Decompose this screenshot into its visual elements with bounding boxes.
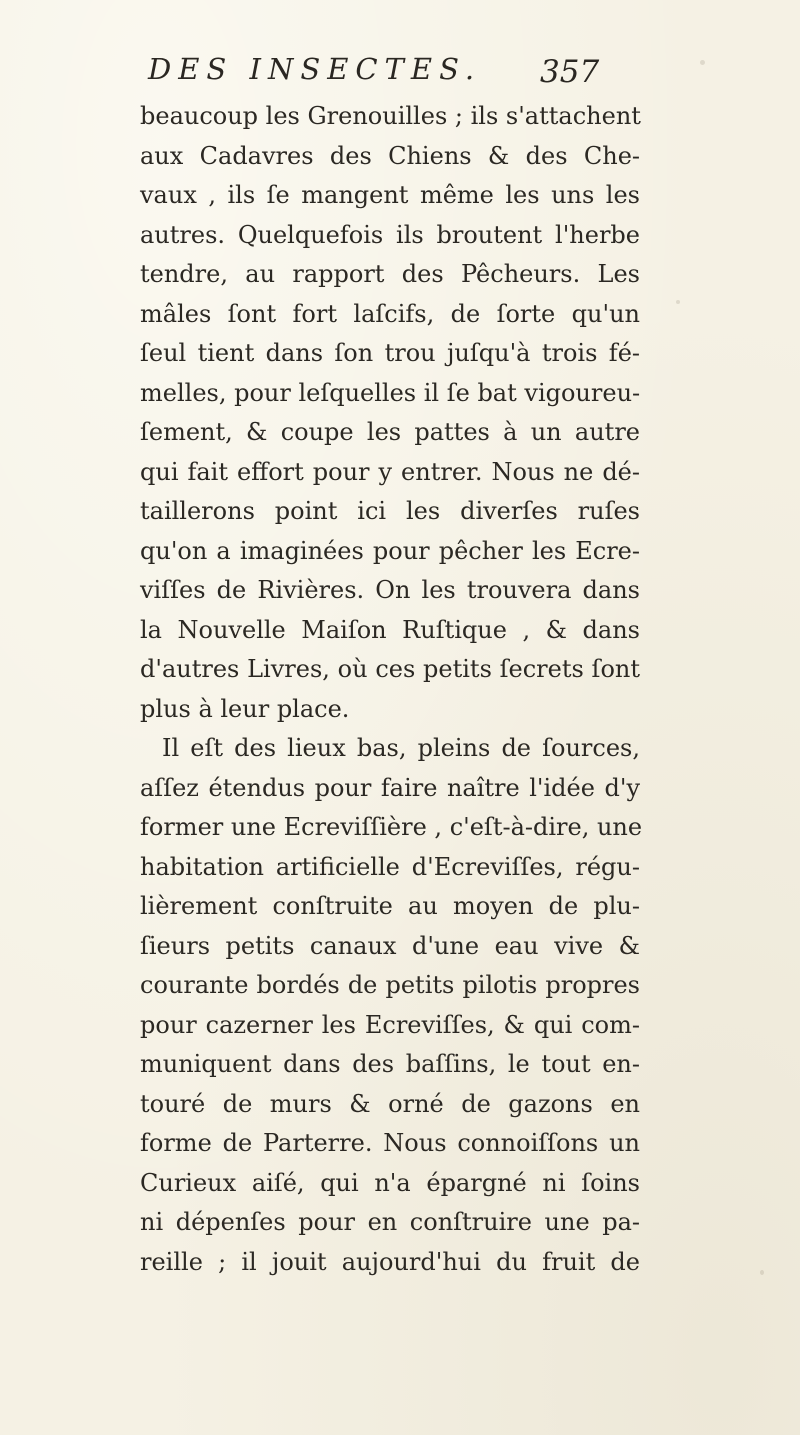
paper-spot [700,60,705,65]
text-line: former une Ecreviſſière , c'eſt-à-dire, une [140,813,643,841]
page-header [148,52,628,102]
text-line: aſſez étendus pour faire naître l'idée d'y [140,773,640,802]
text-line: qui fait effort pour y entrer. Nous ne dé- [140,457,640,486]
text-line: ſeul tient dans ſon trou juſqu'à trois fé- [140,339,640,367]
text-line: muniquent dans des baſſins, le tout en- [140,1050,640,1078]
text-line: ſement, & coupe les pattes à un autre [140,418,640,446]
text-line: aux Cadavres des Chiens & des Che- [140,141,640,170]
text-line: tendre, au rapport des Pêcheurs. Les [140,260,640,288]
text-line: plus à leur place. [140,694,350,723]
text-line: beaucoup les Grenouilles ; ils s'attachent [140,102,641,130]
text-line: autres. Quelquefois ils broutent l'herbe [140,220,640,249]
text-line: reille ; il jouit aujourd'hui du fruit de [140,1247,640,1276]
paper-spot [760,1270,764,1275]
text-line: viſſes de Rivières. On les trouvera dans [140,576,640,604]
text-line: vaux , ils ſe mangent même les uns les [140,181,640,209]
text-line: Il eſt des lieux bas, pleins de ſources, [162,734,640,762]
text-line: lièrement conſtruite au moyen de plu- [140,892,640,920]
text-line: Curieux aiſé, qui n'a épargné ni ſoins [140,1168,640,1197]
text-line: forme de Parterre. Nous connoiſſons un [140,1129,640,1157]
text-line: pour cazerner les Ecreviſſes, & qui com- [140,1010,640,1039]
paper-spot [676,300,680,304]
text-line: la Nouvelle Maiſon Ruſtique , & dans [140,615,640,644]
text-line: ſieurs petits canaux d'une eau vive & [140,931,640,960]
text-line: d'autres Livres, où ces petits ſecrets ſont [140,655,640,683]
text-line: ni dépenſes pour en conſtruire une pa- [140,1208,640,1236]
text-line: courante bordés de petits pilotis propres [140,971,640,999]
body-text [140,97,643,1282]
text-line: qu'on a imaginées pour pêcher les Ecre- [140,536,640,565]
page-number: 357 [540,54,600,90]
running-title: DES INSECTES. [148,52,482,86]
text-line: habitation artificielle d'Ecreviſſes, régu- [140,852,640,881]
text-line: melles, pour leſquelles il ſe bat vigoureu- [140,378,641,407]
text-line: taillerons point ici les diverſes ruſes [140,497,640,525]
text-line: touré de murs & orné de gazons en [140,1089,640,1118]
text-line: mâles ſont fort laſcifs, de ſorte qu'un [140,299,640,328]
